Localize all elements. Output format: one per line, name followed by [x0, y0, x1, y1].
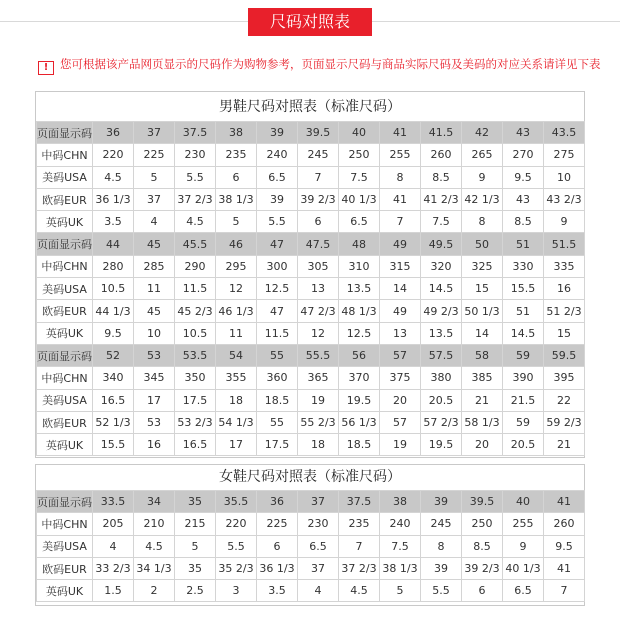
size-cell: 15: [544, 322, 585, 344]
size-cell: 6: [257, 535, 298, 557]
size-cell: 8: [380, 166, 421, 188]
size-cell: 57 2/3: [421, 411, 462, 433]
size-cell: 41.5: [421, 122, 462, 144]
size-cell: 10.5: [93, 278, 134, 300]
size-cell: 8.5: [462, 535, 503, 557]
size-cell: 41: [380, 188, 421, 210]
row-label: 欧码EUR: [37, 188, 93, 210]
size-cell: 48: [339, 233, 380, 255]
size-cell: 19: [298, 389, 339, 411]
size-cell: 55.5: [298, 344, 339, 366]
size-cell: 35 2/3: [216, 557, 257, 579]
size-cell: 47 2/3: [298, 300, 339, 322]
size-cell: 250: [339, 144, 380, 166]
size-cell: 39: [257, 122, 298, 144]
size-cell: 275: [544, 144, 585, 166]
size-cell: 390: [503, 367, 544, 389]
size-cell: 220: [93, 144, 134, 166]
size-cell: 35: [175, 557, 216, 579]
size-cell: 380: [421, 367, 462, 389]
size-cell: 260: [421, 144, 462, 166]
size-cell: 5.5: [216, 535, 257, 557]
size-cell: 10.5: [175, 322, 216, 344]
women-size-panel: [35, 464, 585, 606]
size-cell: 310: [339, 255, 380, 277]
row-label: 欧码EUR: [37, 411, 93, 433]
size-cell: 19: [380, 434, 421, 456]
women-size-table: [36, 490, 585, 602]
table-row: [37, 491, 585, 513]
size-cell: 4: [298, 580, 339, 602]
size-cell: 3: [216, 580, 257, 602]
size-cell: 55: [257, 411, 298, 433]
size-cell: 37.5: [175, 122, 216, 144]
size-cell: 55: [257, 344, 298, 366]
size-cell: 13: [298, 278, 339, 300]
size-cell: 7: [380, 211, 421, 233]
row-label: 美码USA: [37, 535, 93, 557]
size-cell: 40: [503, 491, 544, 513]
size-cell: 230: [175, 144, 216, 166]
size-cell: 39.5: [462, 491, 503, 513]
size-cell: 8.5: [421, 166, 462, 188]
size-cell: 35.5: [216, 491, 257, 513]
size-cell: 39: [421, 491, 462, 513]
size-cell: 6.5: [257, 166, 298, 188]
size-cell: 20.5: [421, 389, 462, 411]
size-cell: 39.5: [298, 122, 339, 144]
size-cell: 41: [380, 122, 421, 144]
size-cell: 59: [503, 411, 544, 433]
size-cell: 6.5: [503, 580, 544, 602]
size-cell: 240: [257, 144, 298, 166]
size-cell: 225: [257, 513, 298, 535]
size-cell: 9.5: [503, 166, 544, 188]
size-cell: 51.5: [544, 233, 585, 255]
size-cell: 57.5: [421, 344, 462, 366]
size-cell: 42 1/3: [462, 188, 503, 210]
size-cell: 5: [380, 580, 421, 602]
size-cell: 21: [544, 434, 585, 456]
size-cell: 17.5: [175, 389, 216, 411]
size-cell: 36: [93, 122, 134, 144]
size-cell: 375: [380, 367, 421, 389]
table-row: [37, 580, 585, 602]
size-cell: 39: [257, 188, 298, 210]
size-cell: 37: [298, 557, 339, 579]
size-cell: 285: [134, 255, 175, 277]
size-cell: 240: [380, 513, 421, 535]
size-cell: 9.5: [93, 322, 134, 344]
size-cell: 305: [298, 255, 339, 277]
table-row: [37, 389, 585, 411]
table-row: [37, 535, 585, 557]
size-cell: 1.5: [93, 580, 134, 602]
size-cell: 330: [503, 255, 544, 277]
size-cell: 40: [339, 122, 380, 144]
size-notice: [38, 56, 613, 72]
table-row: [37, 367, 585, 389]
size-cell: 11.5: [175, 278, 216, 300]
size-cell: 370: [339, 367, 380, 389]
size-cell: 10: [544, 166, 585, 188]
size-cell: 21: [462, 389, 503, 411]
size-cell: 6: [298, 211, 339, 233]
size-cell: 34: [134, 491, 175, 513]
size-cell: 2.5: [175, 580, 216, 602]
size-cell: 16: [134, 434, 175, 456]
size-cell: 54 1/3: [216, 411, 257, 433]
men-table-title: 男鞋尺码对照表（标准尺码）: [219, 99, 401, 115]
size-cell: 5: [134, 166, 175, 188]
size-cell: 11: [216, 322, 257, 344]
size-cell: 4: [93, 535, 134, 557]
size-cell: 47: [257, 300, 298, 322]
size-cell: 35: [175, 491, 216, 513]
size-cell: 15: [462, 278, 503, 300]
size-cell: 5: [216, 211, 257, 233]
row-label: 中码CHN: [37, 144, 93, 166]
size-cell: 6: [462, 580, 503, 602]
size-cell: 7.5: [339, 166, 380, 188]
size-cell: 14.5: [421, 278, 462, 300]
size-cell: 255: [503, 513, 544, 535]
size-cell: 8: [462, 211, 503, 233]
row-label: 页面显示码: [37, 344, 93, 366]
size-cell: 13.5: [339, 278, 380, 300]
size-cell: 17: [134, 389, 175, 411]
notice-text: 您可根据该产品网页显示的尺码作为购物参考，页面显示尺码与商品实际尺码及美码的对应关系请详见下表: [60, 57, 601, 71]
table-row: [37, 513, 585, 535]
size-cell: 17.5: [257, 434, 298, 456]
table-row: [37, 300, 585, 322]
size-cell: 57: [380, 344, 421, 366]
size-cell: 15.5: [93, 434, 134, 456]
size-cell: 6.5: [298, 535, 339, 557]
size-cell: 16.5: [93, 389, 134, 411]
size-cell: 6.5: [339, 211, 380, 233]
size-cell: 4.5: [134, 535, 175, 557]
size-cell: 37.5: [339, 491, 380, 513]
size-cell: 49: [380, 233, 421, 255]
size-cell: 5.5: [175, 166, 216, 188]
table-row: [37, 557, 585, 579]
size-cell: 54: [216, 344, 257, 366]
size-cell: 355: [216, 367, 257, 389]
table-row: [37, 434, 585, 456]
size-cell: 42: [462, 122, 503, 144]
size-cell: 50 1/3: [462, 300, 503, 322]
size-cell: 9.5: [544, 535, 585, 557]
size-cell: 16: [544, 278, 585, 300]
size-cell: 53: [134, 411, 175, 433]
table-row: [37, 211, 585, 233]
size-cell: 385: [462, 367, 503, 389]
size-cell: 41: [544, 491, 585, 513]
size-cell: 45.5: [175, 233, 216, 255]
row-label: 英码UK: [37, 434, 93, 456]
size-cell: 36: [257, 491, 298, 513]
size-cell: 14: [380, 278, 421, 300]
table-row: [37, 122, 585, 144]
row-label: 欧码EUR: [37, 300, 93, 322]
size-cell: 14: [462, 322, 503, 344]
size-cell: 38 1/3: [216, 188, 257, 210]
size-cell: 37: [134, 122, 175, 144]
size-cell: 45: [134, 233, 175, 255]
size-cell: 38 1/3: [380, 557, 421, 579]
size-cell: 58: [462, 344, 503, 366]
size-cell: 38: [216, 122, 257, 144]
size-cell: 9: [503, 535, 544, 557]
size-cell: 12.5: [339, 322, 380, 344]
size-cell: 41 2/3: [421, 188, 462, 210]
size-cell: 59: [503, 344, 544, 366]
size-cell: 39: [421, 557, 462, 579]
size-cell: 37: [298, 491, 339, 513]
size-cell: 58 1/3: [462, 411, 503, 433]
size-cell: 5: [175, 535, 216, 557]
size-cell: 7: [339, 535, 380, 557]
size-cell: 12: [216, 278, 257, 300]
size-cell: 245: [421, 513, 462, 535]
size-cell: 22: [544, 389, 585, 411]
size-cell: 8.5: [503, 211, 544, 233]
size-cell: 215: [175, 513, 216, 535]
row-label: 页面显示码: [37, 233, 93, 255]
size-cell: 4.5: [93, 166, 134, 188]
size-cell: 57: [380, 411, 421, 433]
size-cell: 46 1/3: [216, 300, 257, 322]
size-cell: 12.5: [257, 278, 298, 300]
size-cell: 46: [216, 233, 257, 255]
table-row: [37, 278, 585, 300]
size-cell: 4: [134, 211, 175, 233]
size-cell: 53.5: [175, 344, 216, 366]
table-row: [37, 344, 585, 366]
row-label: 英码UK: [37, 211, 93, 233]
size-cell: 37 2/3: [339, 557, 380, 579]
table-row: [37, 233, 585, 255]
size-cell: 13.5: [421, 322, 462, 344]
size-cell: 53 2/3: [175, 411, 216, 433]
size-cell: 360: [257, 367, 298, 389]
size-cell: 12: [298, 322, 339, 344]
size-cell: 270: [503, 144, 544, 166]
size-cell: 7: [544, 580, 585, 602]
size-cell: 33.5: [93, 491, 134, 513]
size-cell: 47.5: [298, 233, 339, 255]
size-cell: 4.5: [339, 580, 380, 602]
size-cell: 4.5: [175, 211, 216, 233]
row-label: 中码CHN: [37, 255, 93, 277]
men-size-panel: [35, 91, 585, 458]
size-cell: 290: [175, 255, 216, 277]
size-cell: 37: [134, 188, 175, 210]
table-row: [37, 166, 585, 188]
size-cell: 55 2/3: [298, 411, 339, 433]
size-cell: 7.5: [380, 535, 421, 557]
size-cell: 37 2/3: [175, 188, 216, 210]
table-row: [37, 322, 585, 344]
size-cell: 40 1/3: [339, 188, 380, 210]
size-cell: 225: [134, 144, 175, 166]
row-label: 中码CHN: [37, 513, 93, 535]
size-cell: 49: [380, 300, 421, 322]
row-label: 英码UK: [37, 322, 93, 344]
size-cell: 43: [503, 188, 544, 210]
size-cell: 315: [380, 255, 421, 277]
table-row: [37, 255, 585, 277]
size-cell: 59 2/3: [544, 411, 585, 433]
size-cell: 15.5: [503, 278, 544, 300]
size-cell: 395: [544, 367, 585, 389]
size-cell: 36 1/3: [93, 188, 134, 210]
size-cell: 36 1/3: [257, 557, 298, 579]
size-cell: 365: [298, 367, 339, 389]
size-cell: 44 1/3: [93, 300, 134, 322]
size-cell: 265: [462, 144, 503, 166]
size-cell: 6: [216, 166, 257, 188]
size-cell: 41: [544, 557, 585, 579]
size-cell: 49.5: [421, 233, 462, 255]
size-cell: 53: [134, 344, 175, 366]
row-label: 美码USA: [37, 166, 93, 188]
size-cell: 34 1/3: [134, 557, 175, 579]
size-cell: 350: [175, 367, 216, 389]
row-label: 英码UK: [37, 580, 93, 602]
size-cell: 18: [216, 389, 257, 411]
page-title: 尺码对照表: [248, 8, 372, 36]
size-cell: 51: [503, 300, 544, 322]
size-cell: 18.5: [257, 389, 298, 411]
size-cell: 51 2/3: [544, 300, 585, 322]
size-cell: 245: [298, 144, 339, 166]
size-cell: 51: [503, 233, 544, 255]
size-cell: 48 1/3: [339, 300, 380, 322]
size-cell: 14.5: [503, 322, 544, 344]
size-cell: 3.5: [257, 580, 298, 602]
size-cell: 40 1/3: [503, 557, 544, 579]
size-cell: 44: [93, 233, 134, 255]
size-cell: 45 2/3: [175, 300, 216, 322]
size-cell: 20: [462, 434, 503, 456]
size-cell: 295: [216, 255, 257, 277]
size-cell: 33 2/3: [93, 557, 134, 579]
size-cell: 20: [380, 389, 421, 411]
size-cell: 250: [462, 513, 503, 535]
size-cell: 43.5: [544, 122, 585, 144]
size-cell: 3.5: [93, 211, 134, 233]
size-cell: 56: [339, 344, 380, 366]
size-cell: 11.5: [257, 322, 298, 344]
size-cell: 220: [216, 513, 257, 535]
size-cell: 335: [544, 255, 585, 277]
size-cell: 16.5: [175, 434, 216, 456]
size-cell: 13: [380, 322, 421, 344]
size-cell: 39 2/3: [462, 557, 503, 579]
size-cell: 52: [93, 344, 134, 366]
size-cell: 20.5: [503, 434, 544, 456]
size-cell: 235: [339, 513, 380, 535]
size-cell: 18.5: [339, 434, 380, 456]
table-row: [37, 411, 585, 433]
size-cell: 210: [134, 513, 175, 535]
size-cell: 8: [421, 535, 462, 557]
women-table-title: 女鞋尺码对照表（标准尺码）: [219, 469, 401, 485]
size-cell: 235: [216, 144, 257, 166]
size-cell: 230: [298, 513, 339, 535]
size-cell: 43: [503, 122, 544, 144]
size-cell: 38: [380, 491, 421, 513]
size-cell: 5.5: [421, 580, 462, 602]
size-cell: 43 2/3: [544, 188, 585, 210]
size-cell: 280: [93, 255, 134, 277]
table-row: [37, 188, 585, 210]
size-cell: 59.5: [544, 344, 585, 366]
size-cell: 39 2/3: [298, 188, 339, 210]
table-row: [37, 144, 585, 166]
size-cell: 300: [257, 255, 298, 277]
warning-icon: !: [38, 61, 54, 75]
size-cell: 11: [134, 278, 175, 300]
size-cell: 17: [216, 434, 257, 456]
size-cell: 19.5: [339, 389, 380, 411]
size-cell: 7: [298, 166, 339, 188]
size-cell: 45: [134, 300, 175, 322]
row-label: 页面显示码: [37, 491, 93, 513]
row-label: 美码USA: [37, 278, 93, 300]
size-cell: 56 1/3: [339, 411, 380, 433]
row-label: 美码USA: [37, 389, 93, 411]
size-cell: 47: [257, 233, 298, 255]
row-label: 中码CHN: [37, 367, 93, 389]
men-size-table: [36, 121, 585, 456]
size-cell: 9: [544, 211, 585, 233]
row-label: 欧码EUR: [37, 557, 93, 579]
size-cell: 10: [134, 322, 175, 344]
size-cell: 50: [462, 233, 503, 255]
size-cell: 205: [93, 513, 134, 535]
size-cell: 325: [462, 255, 503, 277]
row-label: 页面显示码: [37, 122, 93, 144]
size-cell: 2: [134, 580, 175, 602]
size-cell: 255: [380, 144, 421, 166]
size-cell: 52 1/3: [93, 411, 134, 433]
size-cell: 340: [93, 367, 134, 389]
size-cell: 260: [544, 513, 585, 535]
size-cell: 18: [298, 434, 339, 456]
size-cell: 5.5: [257, 211, 298, 233]
size-cell: 7.5: [421, 211, 462, 233]
size-cell: 345: [134, 367, 175, 389]
size-cell: 21.5: [503, 389, 544, 411]
size-cell: 9: [462, 166, 503, 188]
size-cell: 19.5: [421, 434, 462, 456]
size-cell: 49 2/3: [421, 300, 462, 322]
size-cell: 320: [421, 255, 462, 277]
